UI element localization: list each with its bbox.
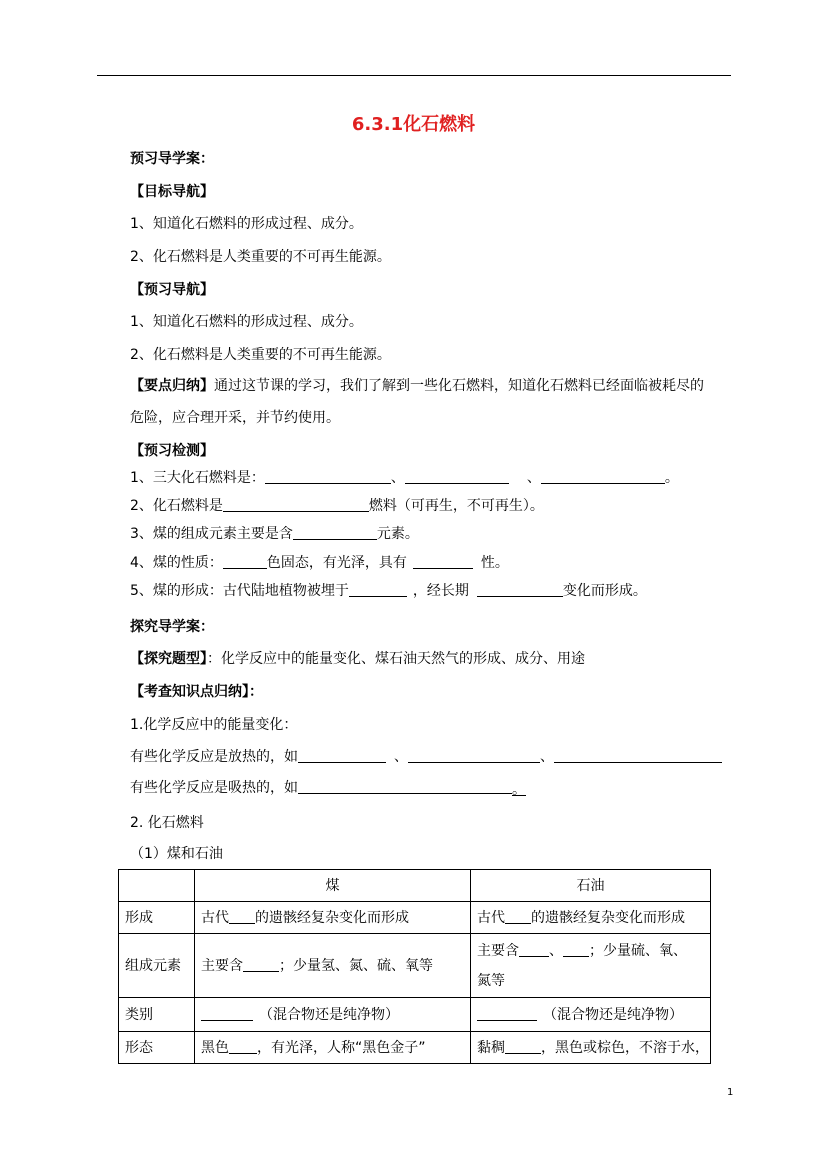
cell-text: （混合物还是纯净物） xyxy=(543,1006,683,1023)
table-row-label: 组成元素 xyxy=(119,934,195,998)
preview-nav-heading: 【预习导航】 xyxy=(130,282,214,298)
cell-text: 古代 xyxy=(201,909,229,926)
preview-nav-item-1: 1、知道化石燃料的形成过程、成分。 xyxy=(130,314,363,330)
cell-text: 古代 xyxy=(477,909,505,926)
table-cell xyxy=(195,998,471,1032)
question-5-text-end: 变化而形成。 xyxy=(562,583,647,599)
blank-field[interactable] xyxy=(413,554,473,569)
question-3-text-end: 元素。 xyxy=(376,526,419,542)
endothermic-line xyxy=(130,779,526,797)
blank-field[interactable] xyxy=(229,909,255,924)
blank-field[interactable] xyxy=(298,779,512,794)
blank-field[interactable] xyxy=(505,1039,541,1054)
cell-text: ，黑色或棕色，不溶于水， xyxy=(541,1039,709,1056)
header-rule xyxy=(97,75,731,76)
table-cell xyxy=(471,902,711,934)
preview-test-heading: 【预习检测】 xyxy=(130,443,214,459)
blank-field[interactable] xyxy=(405,469,509,484)
table-cell xyxy=(471,1032,711,1064)
goal-item-2: 2、化石燃料是人类重要的不可再生能源。 xyxy=(130,249,391,265)
question-3 xyxy=(130,525,419,543)
question-5-text-mid: ，经长期 xyxy=(412,583,469,599)
cell-text: 氮等 xyxy=(477,972,505,989)
question-1 xyxy=(130,469,679,487)
period: 。 xyxy=(512,782,526,798)
table-header-cell xyxy=(119,870,195,902)
exam-points-heading: 【考查知识点归纳】： xyxy=(130,684,263,700)
blank-field[interactable] xyxy=(229,1039,257,1054)
explore-type-heading: 【探究题型】 xyxy=(130,651,207,667)
key-points-paragraph xyxy=(130,377,704,395)
question-5 xyxy=(130,582,647,600)
cell-text: 黑色 xyxy=(201,1039,229,1056)
blank-field[interactable] xyxy=(541,469,665,484)
blank-field[interactable] xyxy=(408,748,540,763)
page-title: 6.3.1化石燃料 xyxy=(351,114,476,135)
table-cell xyxy=(195,902,471,934)
blank-field[interactable] xyxy=(349,582,407,597)
question-2-text: 2、化石燃料是 xyxy=(130,498,223,514)
blank-field[interactable] xyxy=(223,497,369,512)
exothermic-line xyxy=(130,748,722,766)
separator: 、 xyxy=(549,942,563,959)
blank-field[interactable] xyxy=(563,942,589,957)
question-5-text: 5、煤的形成：古代陆地植物被埋于 xyxy=(130,583,349,599)
question-4-text: 4、煤的性质： xyxy=(130,555,223,571)
cell-text: 主要含 xyxy=(477,942,519,959)
cell-text: 的遗骸经复杂变化而形成 xyxy=(255,909,409,926)
cell-text: （混合物还是纯净物） xyxy=(259,1006,399,1023)
cell-text: 主要含 xyxy=(201,957,243,974)
blank-field[interactable] xyxy=(554,748,722,763)
key-points-heading: 【要点归纳】 xyxy=(130,378,214,394)
table-cell xyxy=(471,934,711,998)
blank-field[interactable] xyxy=(477,1006,537,1021)
question-4 xyxy=(130,554,509,572)
endothermic-text: 有些化学反应是吸热的，如 xyxy=(130,780,298,796)
table-cell xyxy=(471,998,711,1032)
table-cell xyxy=(195,934,471,998)
coal-oil-table xyxy=(118,869,711,1064)
separator: 、 xyxy=(526,470,541,486)
question-4-text-end: 性。 xyxy=(480,555,509,571)
table-row xyxy=(119,902,711,934)
table-header-row xyxy=(119,870,711,902)
blank-field[interactable] xyxy=(505,909,531,924)
table-cell xyxy=(195,1032,471,1064)
table-row-label: 形态 xyxy=(119,1032,195,1064)
table-row-label: 类别 xyxy=(119,998,195,1032)
exothermic-text: 有些化学反应是放热的，如 xyxy=(130,749,298,765)
cell-text: 黏稠 xyxy=(477,1039,505,1056)
period: 。 xyxy=(664,470,679,486)
key-points-text-1: 通过这节课的学习，我们了解到一些化石燃料，知道化石燃料已经面临被耗尽的 xyxy=(214,378,704,394)
blank-field[interactable] xyxy=(477,582,563,597)
table-header-coal: 煤 xyxy=(195,870,471,902)
explore-type-paragraph xyxy=(130,650,585,668)
table-row xyxy=(119,1032,711,1064)
explore-type-text: ：化学反应中的能量变化、煤石油天然气的形成、成分、用途 xyxy=(207,651,585,667)
question-4-text-mid: 色固态，有光泽，具有 xyxy=(266,555,407,571)
section-preview-heading: 预习导学案： xyxy=(130,151,214,167)
point-1-heading: 1.化学反应中的能量变化： xyxy=(130,717,298,733)
table-row xyxy=(119,934,711,998)
blank-field[interactable] xyxy=(243,957,279,972)
separator: 、 xyxy=(394,749,408,765)
blank-field[interactable] xyxy=(265,469,391,484)
blank-field[interactable] xyxy=(201,1006,253,1021)
blank-field[interactable] xyxy=(298,748,386,763)
cell-text: ；少量硫、氧、 xyxy=(589,942,687,959)
blank-field[interactable] xyxy=(223,554,267,569)
question-3-text: 3、煤的组成元素主要是含 xyxy=(130,526,293,542)
table-row-label: 形成 xyxy=(119,902,195,934)
point-2-subheading: （1）煤和石油 xyxy=(130,846,223,862)
page-number: 1 xyxy=(727,1087,734,1098)
separator: 、 xyxy=(390,470,405,486)
cell-text: 的遗骸经复杂变化而形成 xyxy=(531,909,685,926)
question-2-text-end: 燃料（可再生，不可再生）。 xyxy=(368,498,544,514)
cell-text: ，有光泽，人称“黑色金子” xyxy=(257,1039,426,1056)
section-explore-heading: 探究导学案： xyxy=(130,619,214,635)
separator: 、 xyxy=(540,749,554,765)
cell-text: ；少量氢、氮、硫、氧等 xyxy=(279,957,433,974)
point-2-heading: 2. 化石燃料 xyxy=(130,815,204,831)
table-row xyxy=(119,998,711,1032)
key-points-text-2: 危险，应合理开采，并节约使用。 xyxy=(130,410,340,426)
blank-field[interactable] xyxy=(293,525,377,540)
goal-item-1: 1、知道化石燃料的形成过程、成分。 xyxy=(130,216,363,232)
goal-heading: 【目标导航】 xyxy=(130,184,214,200)
blank-field[interactable] xyxy=(519,942,549,957)
question-2 xyxy=(130,497,544,515)
table-header-oil: 石油 xyxy=(471,870,711,902)
preview-nav-item-2: 2、化石燃料是人类重要的不可再生能源。 xyxy=(130,347,391,363)
question-1-text: 1、三大化石燃料是： xyxy=(130,470,265,486)
